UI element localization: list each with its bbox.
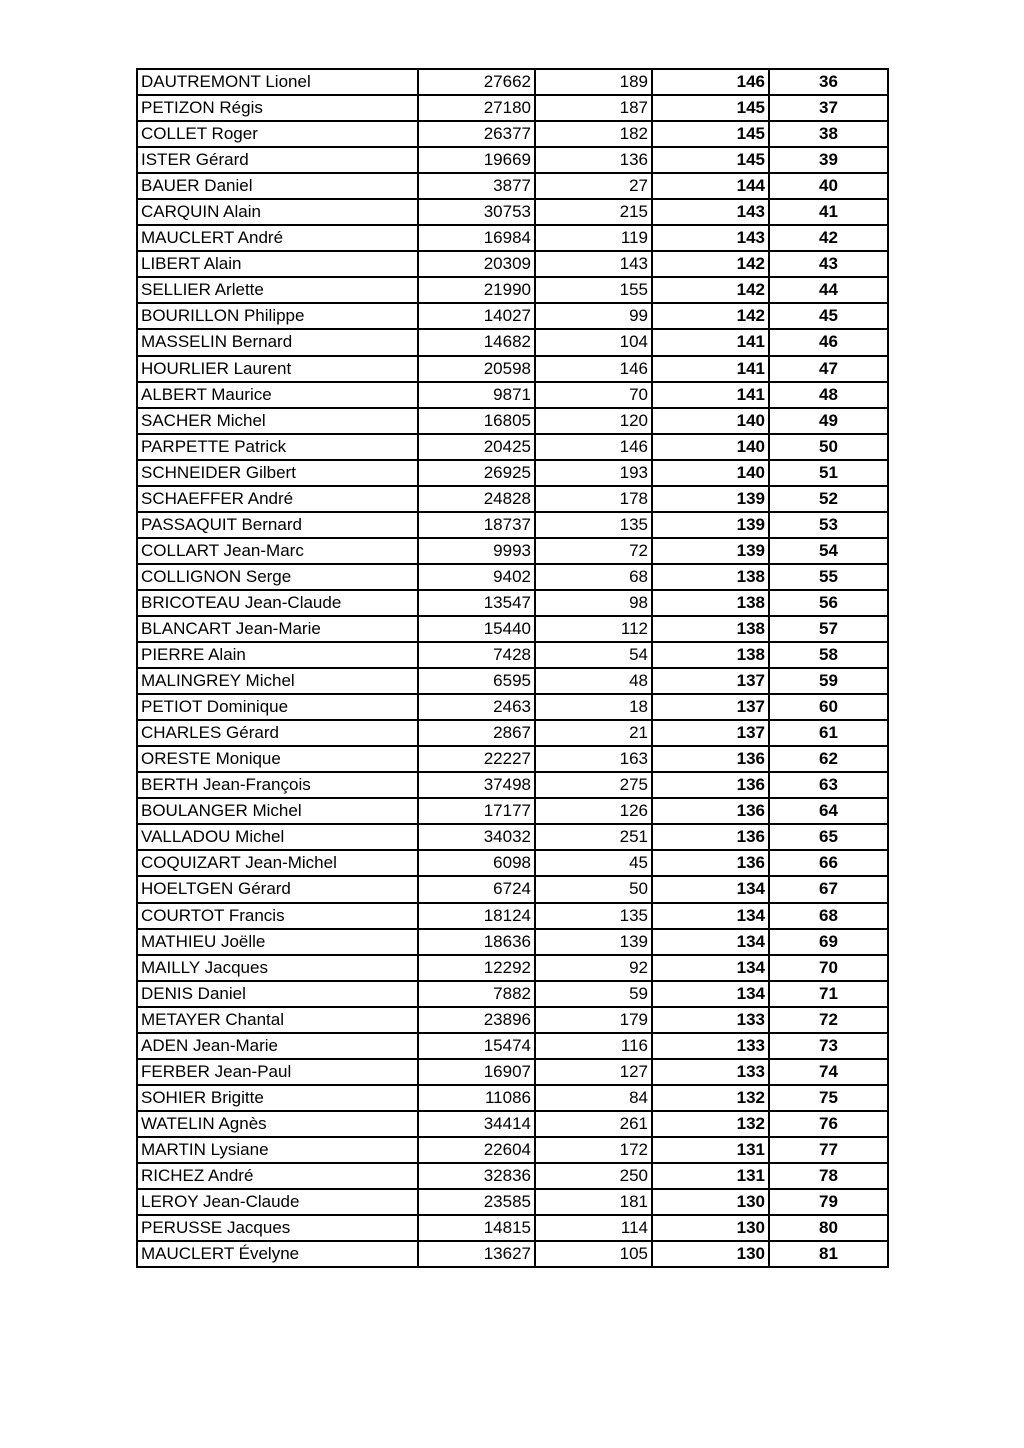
player-name-cell: MATHIEU Joëlle <box>137 929 418 955</box>
score-cell: 139 <box>652 512 769 538</box>
rank-cell: 58 <box>769 642 888 668</box>
value-a-cell: 6595 <box>418 668 535 694</box>
value-b-cell: 127 <box>535 1059 652 1085</box>
player-name-cell: VALLADOU Michel <box>137 824 418 850</box>
value-a-cell: 20425 <box>418 434 535 460</box>
value-b-cell: 163 <box>535 746 652 772</box>
value-b-cell: 98 <box>535 590 652 616</box>
table-row <box>137 616 888 642</box>
rank-cell: 42 <box>769 225 888 251</box>
value-b-cell: 114 <box>535 1215 652 1241</box>
table-row <box>137 1111 888 1137</box>
score-cell: 145 <box>652 147 769 173</box>
value-a-cell: 14682 <box>418 329 535 355</box>
rank-cell: 72 <box>769 1007 888 1033</box>
rank-cell: 49 <box>769 408 888 434</box>
rank-cell: 77 <box>769 1137 888 1163</box>
value-b-cell: 135 <box>535 512 652 538</box>
value-b-cell: 172 <box>535 1137 652 1163</box>
score-cell: 134 <box>652 876 769 902</box>
rank-cell: 61 <box>769 720 888 746</box>
value-a-cell: 22227 <box>418 746 535 772</box>
rank-cell: 75 <box>769 1085 888 1111</box>
player-name-cell: BAUER Daniel <box>137 173 418 199</box>
player-name-cell: RICHEZ André <box>137 1163 418 1189</box>
score-cell: 141 <box>652 382 769 408</box>
score-cell: 133 <box>652 1007 769 1033</box>
rank-cell: 38 <box>769 121 888 147</box>
value-b-cell: 182 <box>535 121 652 147</box>
value-b-cell: 105 <box>535 1241 652 1267</box>
value-a-cell: 7428 <box>418 642 535 668</box>
player-name-cell: SELLIER Arlette <box>137 277 418 303</box>
rank-cell: 63 <box>769 772 888 798</box>
table-row <box>137 798 888 824</box>
table-row <box>137 486 888 512</box>
rank-cell: 78 <box>769 1163 888 1189</box>
table-row <box>137 772 888 798</box>
rank-cell: 76 <box>769 1111 888 1137</box>
table-row <box>137 824 888 850</box>
value-a-cell: 6724 <box>418 876 535 902</box>
table-row <box>137 929 888 955</box>
value-a-cell: 27180 <box>418 95 535 121</box>
player-name-cell: ORESTE Monique <box>137 746 418 772</box>
player-name-cell: MAILLY Jacques <box>137 955 418 981</box>
score-cell: 145 <box>652 121 769 147</box>
value-b-cell: 189 <box>535 69 652 95</box>
rank-cell: 50 <box>769 434 888 460</box>
score-cell: 134 <box>652 955 769 981</box>
rank-cell: 80 <box>769 1215 888 1241</box>
score-cell: 146 <box>652 69 769 95</box>
score-cell: 136 <box>652 746 769 772</box>
player-name-cell: COQUIZART Jean-Michel <box>137 850 418 876</box>
score-cell: 136 <box>652 772 769 798</box>
table-row <box>137 460 888 486</box>
table-row <box>137 303 888 329</box>
value-b-cell: 70 <box>535 382 652 408</box>
player-name-cell: SACHER Michel <box>137 408 418 434</box>
value-a-cell: 3877 <box>418 173 535 199</box>
table-row <box>137 564 888 590</box>
value-b-cell: 27 <box>535 173 652 199</box>
score-cell: 130 <box>652 1241 769 1267</box>
player-name-cell: MARTIN Lysiane <box>137 1137 418 1163</box>
value-b-cell: 155 <box>535 277 652 303</box>
score-cell: 140 <box>652 408 769 434</box>
value-a-cell: 14815 <box>418 1215 535 1241</box>
table-row <box>137 1189 888 1215</box>
player-name-cell: FERBER Jean-Paul <box>137 1059 418 1085</box>
rank-cell: 74 <box>769 1059 888 1085</box>
value-b-cell: 215 <box>535 199 652 225</box>
table-row <box>137 251 888 277</box>
rank-cell: 51 <box>769 460 888 486</box>
player-name-cell: COURTOT Francis <box>137 903 418 929</box>
rank-cell: 40 <box>769 173 888 199</box>
table-row <box>137 590 888 616</box>
player-name-cell: COLLART Jean-Marc <box>137 538 418 564</box>
table-row <box>137 434 888 460</box>
player-name-cell: DENIS Daniel <box>137 981 418 1007</box>
value-b-cell: 119 <box>535 225 652 251</box>
player-name-cell: PARPETTE Patrick <box>137 434 418 460</box>
rank-cell: 55 <box>769 564 888 590</box>
player-name-cell: PETIOT Dominique <box>137 694 418 720</box>
value-a-cell: 37498 <box>418 772 535 798</box>
player-name-cell: DAUTREMONT Lionel <box>137 69 418 95</box>
value-a-cell: 22604 <box>418 1137 535 1163</box>
table-row <box>137 876 888 902</box>
value-b-cell: 143 <box>535 251 652 277</box>
rank-cell: 64 <box>769 798 888 824</box>
value-a-cell: 32836 <box>418 1163 535 1189</box>
table-row <box>137 512 888 538</box>
player-name-cell: WATELIN Agnès <box>137 1111 418 1137</box>
value-b-cell: 135 <box>535 903 652 929</box>
value-a-cell: 23896 <box>418 1007 535 1033</box>
score-cell: 137 <box>652 720 769 746</box>
player-name-cell: PASSAQUIT Bernard <box>137 512 418 538</box>
value-a-cell: 11086 <box>418 1085 535 1111</box>
rank-cell: 57 <box>769 616 888 642</box>
score-cell: 137 <box>652 694 769 720</box>
player-name-cell: LIBERT Alain <box>137 251 418 277</box>
player-name-cell: HOELTGEN Gérard <box>137 876 418 902</box>
value-a-cell: 20598 <box>418 356 535 382</box>
score-cell: 137 <box>652 668 769 694</box>
value-a-cell: 19669 <box>418 147 535 173</box>
value-a-cell: 9871 <box>418 382 535 408</box>
player-name-cell: BOURILLON Philippe <box>137 303 418 329</box>
rank-cell: 53 <box>769 512 888 538</box>
value-a-cell: 12292 <box>418 955 535 981</box>
value-a-cell: 34414 <box>418 1111 535 1137</box>
rank-cell: 56 <box>769 590 888 616</box>
value-b-cell: 187 <box>535 95 652 121</box>
score-cell: 138 <box>652 590 769 616</box>
value-a-cell: 16805 <box>418 408 535 434</box>
score-cell: 142 <box>652 277 769 303</box>
value-b-cell: 146 <box>535 356 652 382</box>
value-a-cell: 6098 <box>418 850 535 876</box>
score-cell: 133 <box>652 1059 769 1085</box>
rank-cell: 43 <box>769 251 888 277</box>
rank-cell: 65 <box>769 824 888 850</box>
value-b-cell: 126 <box>535 798 652 824</box>
score-cell: 139 <box>652 486 769 512</box>
score-cell: 140 <box>652 434 769 460</box>
value-a-cell: 34032 <box>418 824 535 850</box>
player-name-cell: ISTER Gérard <box>137 147 418 173</box>
score-cell: 138 <box>652 616 769 642</box>
player-name-cell: COLLET Roger <box>137 121 418 147</box>
rank-cell: 44 <box>769 277 888 303</box>
rank-cell: 59 <box>769 668 888 694</box>
table-row <box>137 903 888 929</box>
score-cell: 131 <box>652 1137 769 1163</box>
score-cell: 143 <box>652 225 769 251</box>
score-cell: 134 <box>652 981 769 1007</box>
value-a-cell: 24828 <box>418 486 535 512</box>
value-a-cell: 18737 <box>418 512 535 538</box>
player-name-cell: ADEN Jean-Marie <box>137 1033 418 1059</box>
table-row <box>137 1215 888 1241</box>
table-row <box>137 1085 888 1111</box>
table-row <box>137 173 888 199</box>
value-a-cell: 23585 <box>418 1189 535 1215</box>
value-a-cell: 26377 <box>418 121 535 147</box>
player-name-cell: CARQUIN Alain <box>137 199 418 225</box>
value-a-cell: 2463 <box>418 694 535 720</box>
table-row <box>137 408 888 434</box>
player-name-cell: BLANCART Jean-Marie <box>137 616 418 642</box>
value-a-cell: 9402 <box>418 564 535 590</box>
value-b-cell: 54 <box>535 642 652 668</box>
player-name-cell: PIERRE Alain <box>137 642 418 668</box>
table-row <box>137 981 888 1007</box>
player-name-cell: COLLIGNON Serge <box>137 564 418 590</box>
rank-cell: 69 <box>769 929 888 955</box>
table-row <box>137 121 888 147</box>
table-row <box>137 356 888 382</box>
value-b-cell: 116 <box>535 1033 652 1059</box>
value-a-cell: 17177 <box>418 798 535 824</box>
table-row <box>137 1241 888 1267</box>
value-b-cell: 72 <box>535 538 652 564</box>
score-cell: 142 <box>652 251 769 277</box>
rank-cell: 36 <box>769 69 888 95</box>
rank-cell: 73 <box>769 1033 888 1059</box>
table-row <box>137 720 888 746</box>
rank-cell: 45 <box>769 303 888 329</box>
player-name-cell: MAUCLERT Évelyne <box>137 1241 418 1267</box>
table-row <box>137 642 888 668</box>
rank-cell: 47 <box>769 356 888 382</box>
rank-cell: 68 <box>769 903 888 929</box>
rank-cell: 62 <box>769 746 888 772</box>
value-b-cell: 84 <box>535 1085 652 1111</box>
table-row <box>137 746 888 772</box>
score-cell: 132 <box>652 1085 769 1111</box>
player-name-cell: MAUCLERT André <box>137 225 418 251</box>
table-row <box>137 199 888 225</box>
table-row <box>137 382 888 408</box>
value-b-cell: 104 <box>535 329 652 355</box>
table-row <box>137 69 888 95</box>
value-a-cell: 9993 <box>418 538 535 564</box>
score-cell: 140 <box>652 460 769 486</box>
rank-cell: 81 <box>769 1241 888 1267</box>
value-a-cell: 18636 <box>418 929 535 955</box>
table-row <box>137 225 888 251</box>
value-b-cell: 92 <box>535 955 652 981</box>
score-cell: 141 <box>652 356 769 382</box>
ranking-table-body <box>137 69 888 1267</box>
value-b-cell: 179 <box>535 1007 652 1033</box>
value-b-cell: 139 <box>535 929 652 955</box>
table-row <box>137 277 888 303</box>
table-row <box>137 538 888 564</box>
player-name-cell: PERUSSE Jacques <box>137 1215 418 1241</box>
value-a-cell: 30753 <box>418 199 535 225</box>
table-row <box>137 694 888 720</box>
score-cell: 136 <box>652 824 769 850</box>
value-b-cell: 68 <box>535 564 652 590</box>
value-a-cell: 15474 <box>418 1033 535 1059</box>
table-row <box>137 1033 888 1059</box>
value-a-cell: 2867 <box>418 720 535 746</box>
rank-cell: 66 <box>769 850 888 876</box>
value-a-cell: 13627 <box>418 1241 535 1267</box>
player-name-cell: MALINGREY Michel <box>137 668 418 694</box>
table-row <box>137 850 888 876</box>
score-cell: 130 <box>652 1215 769 1241</box>
player-name-cell: HOURLIER Laurent <box>137 356 418 382</box>
table-row <box>137 955 888 981</box>
value-b-cell: 59 <box>535 981 652 1007</box>
player-name-cell: LEROY Jean-Claude <box>137 1189 418 1215</box>
player-name-cell: BOULANGER Michel <box>137 798 418 824</box>
score-cell: 134 <box>652 903 769 929</box>
value-a-cell: 7882 <box>418 981 535 1007</box>
score-cell: 136 <box>652 798 769 824</box>
score-cell: 143 <box>652 199 769 225</box>
rank-cell: 52 <box>769 486 888 512</box>
value-a-cell: 15440 <box>418 616 535 642</box>
table-row <box>137 1163 888 1189</box>
value-a-cell: 20309 <box>418 251 535 277</box>
rank-cell: 54 <box>769 538 888 564</box>
score-cell: 133 <box>652 1033 769 1059</box>
rank-cell: 39 <box>769 147 888 173</box>
rank-cell: 41 <box>769 199 888 225</box>
table-row <box>137 668 888 694</box>
player-name-cell: SOHIER Brigitte <box>137 1085 418 1111</box>
table-row <box>137 147 888 173</box>
value-b-cell: 120 <box>535 408 652 434</box>
value-b-cell: 181 <box>535 1189 652 1215</box>
player-name-cell: BRICOTEAU Jean-Claude <box>137 590 418 616</box>
value-b-cell: 275 <box>535 772 652 798</box>
rank-cell: 48 <box>769 382 888 408</box>
value-b-cell: 45 <box>535 850 652 876</box>
value-a-cell: 14027 <box>418 303 535 329</box>
value-b-cell: 261 <box>535 1111 652 1137</box>
player-name-cell: CHARLES Gérard <box>137 720 418 746</box>
rank-cell: 37 <box>769 95 888 121</box>
score-cell: 134 <box>652 929 769 955</box>
table-row <box>137 1007 888 1033</box>
player-name-cell: METAYER Chantal <box>137 1007 418 1033</box>
table-row <box>137 1137 888 1163</box>
value-b-cell: 50 <box>535 876 652 902</box>
score-cell: 141 <box>652 329 769 355</box>
ranking-table <box>136 68 889 1268</box>
score-cell: 138 <box>652 564 769 590</box>
score-cell: 136 <box>652 850 769 876</box>
value-a-cell: 26925 <box>418 460 535 486</box>
value-a-cell: 16984 <box>418 225 535 251</box>
player-name-cell: ALBERT Maurice <box>137 382 418 408</box>
rank-cell: 60 <box>769 694 888 720</box>
score-cell: 132 <box>652 1111 769 1137</box>
value-a-cell: 16907 <box>418 1059 535 1085</box>
rank-cell: 67 <box>769 876 888 902</box>
player-name-cell: PETIZON Régis <box>137 95 418 121</box>
score-cell: 142 <box>652 303 769 329</box>
player-name-cell: SCHNEIDER Gilbert <box>137 460 418 486</box>
value-b-cell: 251 <box>535 824 652 850</box>
table-row <box>137 1059 888 1085</box>
value-b-cell: 146 <box>535 434 652 460</box>
value-a-cell: 18124 <box>418 903 535 929</box>
rank-cell: 79 <box>769 1189 888 1215</box>
player-name-cell: BERTH Jean-François <box>137 772 418 798</box>
value-b-cell: 18 <box>535 694 652 720</box>
table-row <box>137 95 888 121</box>
rank-cell: 46 <box>769 329 888 355</box>
value-a-cell: 13547 <box>418 590 535 616</box>
table-row <box>137 329 888 355</box>
player-name-cell: SCHAEFFER André <box>137 486 418 512</box>
value-b-cell: 99 <box>535 303 652 329</box>
score-cell: 138 <box>652 642 769 668</box>
value-b-cell: 112 <box>535 616 652 642</box>
rank-cell: 70 <box>769 955 888 981</box>
value-a-cell: 21990 <box>418 277 535 303</box>
value-b-cell: 21 <box>535 720 652 746</box>
value-b-cell: 136 <box>535 147 652 173</box>
value-b-cell: 193 <box>535 460 652 486</box>
value-b-cell: 48 <box>535 668 652 694</box>
value-b-cell: 178 <box>535 486 652 512</box>
score-cell: 139 <box>652 538 769 564</box>
value-b-cell: 250 <box>535 1163 652 1189</box>
player-name-cell: MASSELIN Bernard <box>137 329 418 355</box>
rank-cell: 71 <box>769 981 888 1007</box>
score-cell: 145 <box>652 95 769 121</box>
value-a-cell: 27662 <box>418 69 535 95</box>
score-cell: 144 <box>652 173 769 199</box>
score-cell: 130 <box>652 1189 769 1215</box>
score-cell: 131 <box>652 1163 769 1189</box>
